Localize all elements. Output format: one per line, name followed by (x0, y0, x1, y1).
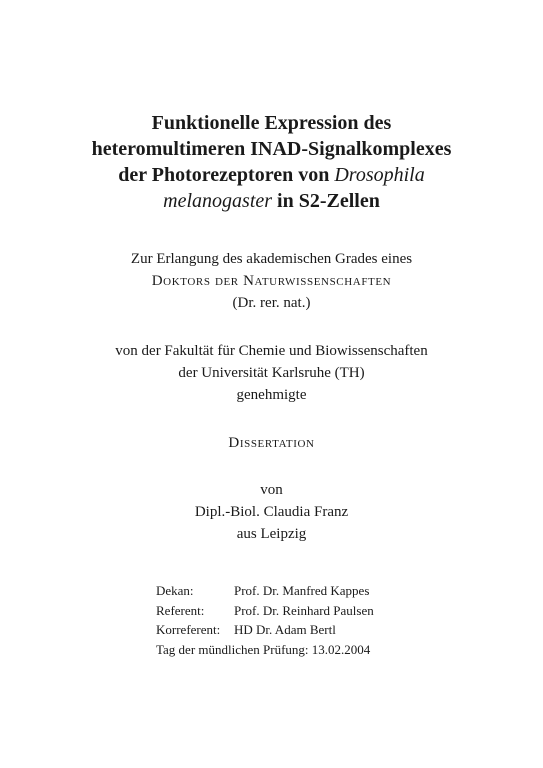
committee-value: Prof. Dr. Reinhard Paulsen (234, 602, 374, 618)
committee-row-dean (156, 581, 374, 601)
document-type-block (40, 432, 503, 454)
faculty-block (40, 340, 503, 406)
title-line-1: Funktionelle Expression des (151, 112, 392, 134)
committee-label: Referent: (156, 602, 205, 618)
author-origin: aus Leipzig (236, 526, 307, 542)
degree-abbreviation: (Dr. rer. nat.) (232, 295, 311, 311)
title-genus: Drosophila (334, 164, 425, 186)
exam-date-text: Tag der mündlichen Prüfung: 13.02.2004 (156, 641, 371, 657)
title-line-3-prefix: der Photorezeptoren von (118, 164, 330, 186)
thesis-title (40, 110, 503, 214)
author-von: von (260, 482, 283, 498)
document-type: Dissertation (228, 435, 315, 451)
committee-value: Prof. Dr. Manfred Kappes (234, 583, 370, 598)
degree-name: Doktors der Naturwissenschaften (151, 273, 392, 289)
committee-row-referee (156, 601, 374, 621)
university-name: der Universität Karlsruhe (TH) (178, 365, 365, 381)
title-line-3 (40, 162, 503, 188)
author-block (40, 479, 503, 545)
degree-block (40, 248, 503, 314)
committee-value: HD Dr. Adam Bertl (234, 622, 336, 637)
degree-line-1: Zur Erlangung des akademischen Grades eines (130, 251, 413, 267)
title-line-4-suffix: in S2-Zellen (277, 190, 380, 212)
faculty-line-1: von der Fakultät für Chemie und Biowissenschaften (115, 343, 428, 359)
committee-label: Korreferent: (156, 622, 221, 637)
exam-date (156, 640, 374, 660)
title-line-2: heteromultimeren INAD-Signalkomplexes (91, 138, 452, 160)
committee-row-coreferee (156, 620, 374, 640)
author-name: Dipl.-Biol. Claudia Franz (194, 504, 349, 520)
title-line-4 (40, 188, 503, 214)
approval-word: genehmigte (236, 387, 307, 403)
title-species: melanogaster (163, 190, 273, 212)
committee-block (156, 581, 374, 659)
committee-label: Dekan: (156, 583, 194, 598)
